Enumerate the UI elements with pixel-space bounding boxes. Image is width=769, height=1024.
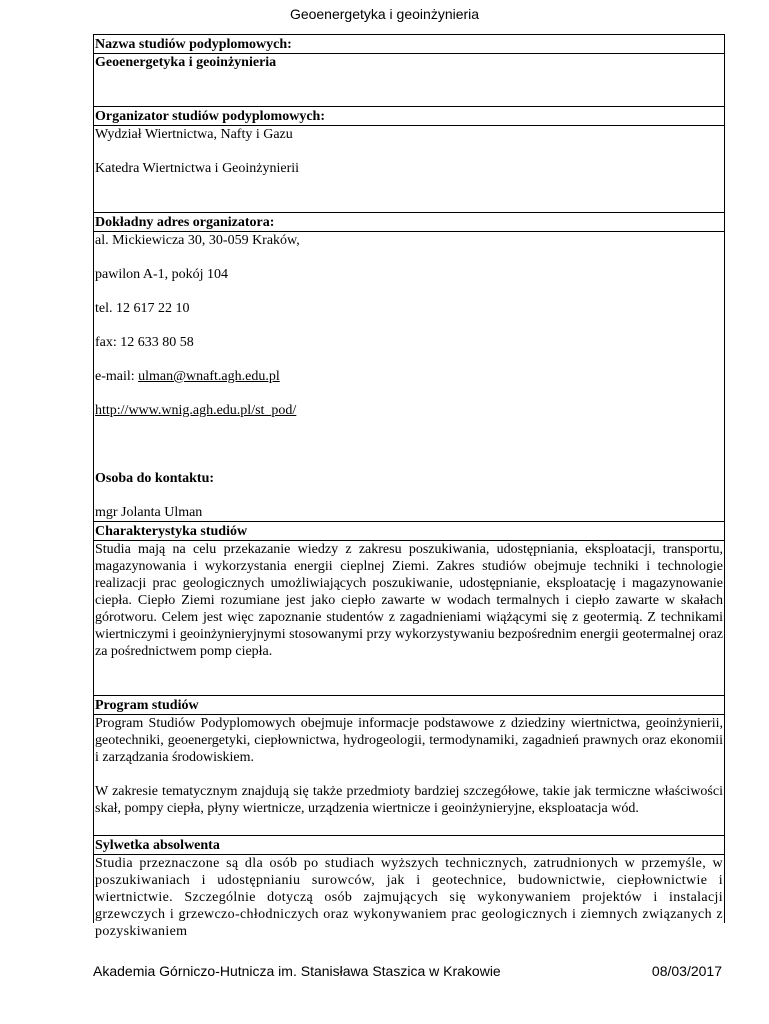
name-cell [94,54,724,106]
address-fax: fax: 12 633 80 58 [95,335,194,350]
organizer-department: Katedra Wiertnictwa i Geoinżynierii [95,161,300,176]
program-cell [94,715,724,835]
organizer-faculty: Wydział Wiertnictwa, Nafty i Gazu [95,127,293,142]
graduate-text: Studia przeznaczone są dla osób po studiach wyższych technicznych, zatrudnionych w przemyśle, w poszukiwaniach i udostępnianiu surowców, jak i geotechnice, budownictwie, ciepłownictwie i wiertnictwie. Szczególnie dotyczą osób zajmujących się wykonywaniem projektów i instalacji grzewczych i grzewczo-chłodniczych oraz wykonywaniem prac geologicznych i ziemnych związanych z pozyskiwaniem [95,856,723,939]
characteristics-label: Charakterystyka studiów [94,521,724,541]
graduate-label: Sylwetka absolwenta [94,835,724,855]
footer-date: 08/03/2017 [651,963,722,979]
address-cell [94,232,724,521]
address-room: pawilon A-1, pokój 104 [95,267,228,282]
address-label: Dokładny adres organizatora: [94,212,724,232]
organizer-label: Organizator studiów podyplomowych: [94,106,724,126]
name-label: Nazwa studiów podyplomowych: [94,34,724,54]
program-label: Program studiów [94,695,724,715]
graduate-cell [94,855,724,939]
footer-institution: Akademia Górniczo-Hutnicza im. Stanisława Staszica w Krakowie [93,963,501,979]
program-paragraph-1: Program Studiów Podyplomowych obejmuje informacje podstawowe z dziedziny wiertnictwa, geoinżynierii, geotechniki, geoenergetyki, ciepłownictwa, hydrogeologii, termodynamiki, zagadnień prawnych oraz ekonomii i zarządzania środowiskiem. [95,716,723,765]
contact-label: Osoba do kontaktu: [95,471,215,486]
page-header: Geoenergetyka i geoinżynieria [289,6,480,22]
contact-name: mgr Jolanta Ulman [95,505,203,520]
organizer-cell [94,126,724,212]
characteristics-cell [94,541,724,695]
address-phone: tel. 12 617 22 10 [95,301,190,316]
program-paragraph-2: W zakresie tematycznym znajdują się także przedmioty bardziej szczegółowe, takie jak termiczne właściwości skał, pompy ciepła, płyny wiertnicze, urządzenia wiertnicze i geoinżynieryjne, eksploatacja wód. [95,784,723,816]
document-table [93,34,725,939]
email-link[interactable]: ulman@wnaft.agh.edu.pl [138,369,280,384]
website-link[interactable]: http://www.wnig.agh.edu.pl/st_pod/ [95,403,297,418]
characteristics-text: Studia mają na celu przekazanie wiedzy z zakresu poszukiwania, udostępniania, eksploatacji, transportu, magazynowania i wykorzystania energii cieplnej Ziemi. Zakres studiów obejmuje techniki i technologie realizacji prac geologicznych umożliwiających poszukiwanie, udostępnianie, eksploatację i magazynowanie ciepła. Ciepło Ziemi rozumiane jest jako ciepło zawarte w wodach termalnych i ciepło zawarte w skałach górotworu. Celem jest więc zapoznanie studentów z zagadnieniami wiążącymi się z geotermią. Z technikami wiertniczymi i geoinżynieryjnymi stosowanymi przy wykorzystywaniu bezpośrednim energii geotermalnej oraz za pośrednictwem pomp ciepła. [95,542,723,659]
name-value: Geoenergetyka i geoinżynieria [95,55,277,70]
address-email-line [95,368,723,385]
address-street: al. Mickiewicza 30, 30-059 Kraków, [95,233,300,248]
email-prefix: e-mail: [95,369,139,384]
